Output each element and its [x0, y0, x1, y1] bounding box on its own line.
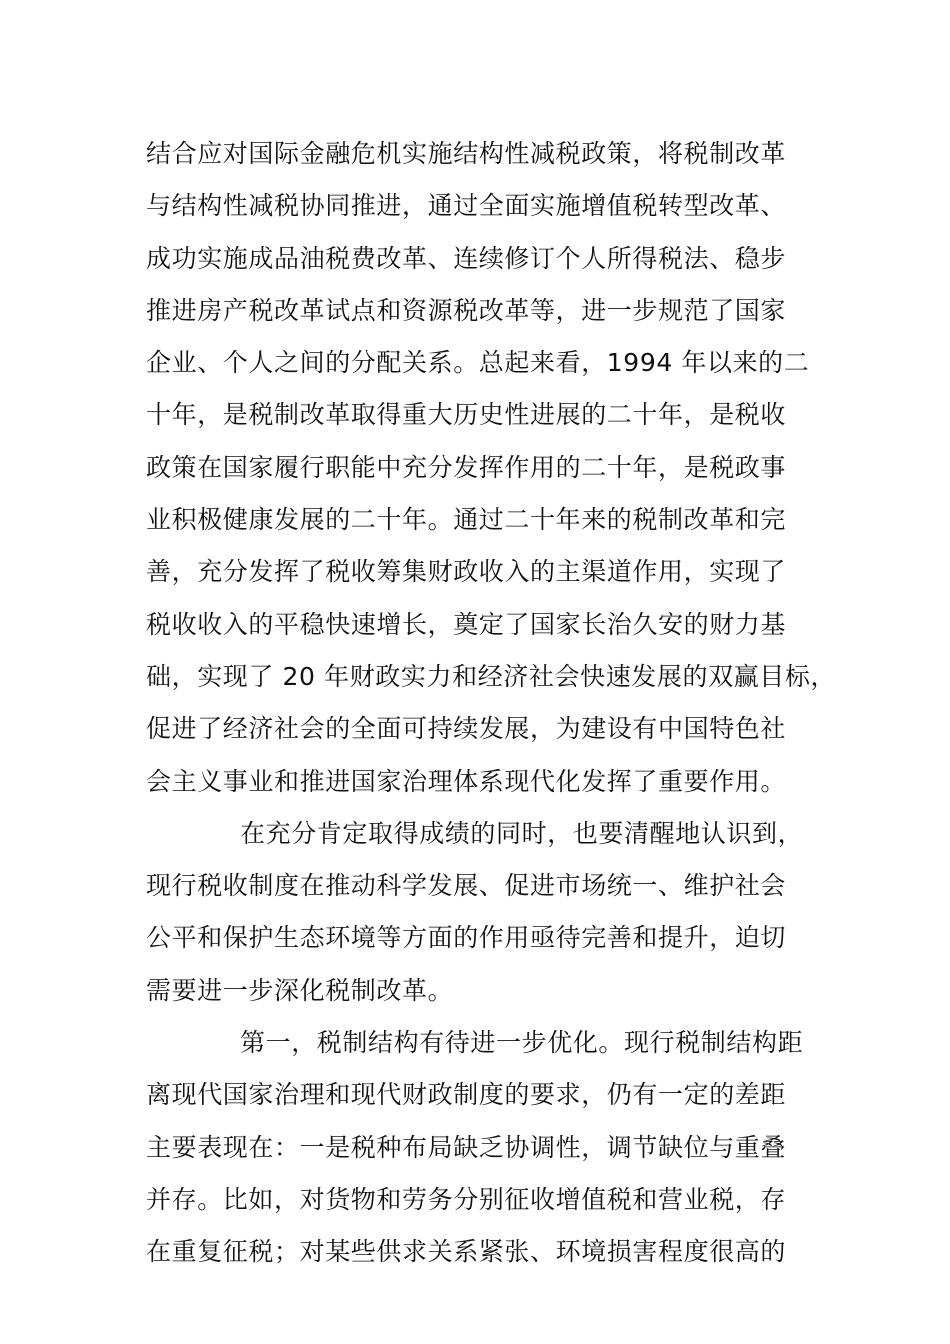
text-line-indented: 在充分肯定取得成绩的同时，也要清醒地认识到，: [240, 818, 804, 848]
text-line: 需要进一步深化税制改革。: [146, 975, 454, 1005]
text-line: 政策在国家履行职能中充分发挥作用的二十年，是税政事: [146, 452, 787, 482]
text-line: 税收收入的平稳快速增长，奠定了国家长治久安的财力基: [146, 609, 787, 639]
paragraph-2: [146, 808, 826, 1017]
text-line: 会主义事业和推进国家治理体系现代化发挥了重要作用。: [146, 766, 787, 796]
text-line: 公平和保护生态环境等方面的作用亟待完善和提升，迫切: [146, 923, 787, 953]
text-line: 并存。比如，对货物和劳务分别征收增值税和营业税，存: [146, 1184, 787, 1214]
paragraph-1: [146, 128, 837, 808]
text-line: 成功实施成品油税费改革、连续修订个人所得税法、稳步: [146, 243, 787, 273]
text-line: 业积极健康发展的二十年。通过二十年来的税制改革和完: [146, 505, 787, 535]
text-line-indented: 第一，税制结构有待进一步优化。现行税制结构距: [240, 1028, 804, 1058]
text-line: 善，充分发挥了税收筹集财政收入的主渠道作用，实现了: [146, 557, 787, 587]
text-line: 企业、个人之间的分配关系。总起来看，1994 年以来的二: [146, 348, 810, 378]
text-line: 与结构性减税协同推进，通过全面实施增值税转型改革、: [146, 191, 787, 221]
text-line: 在重复征税；对某些供求关系紧张、环境损害程度很高的: [146, 1237, 787, 1267]
paragraph-3: [146, 1017, 826, 1278]
text-line: 离现代国家治理和现代财政制度的要求，仍有一定的差距: [146, 1080, 787, 1110]
text-line: 现行税收制度在推动科学发展、促进市场统一、维护社会: [146, 871, 787, 901]
text-line: 结合应对国际金融危机实施结构性减税政策，将税制改革: [146, 139, 787, 168]
text-line: 十年，是税制改革取得重大历史性进展的二十年，是税收: [146, 400, 787, 430]
body-text: [146, 128, 837, 1279]
text-line: 促进了经济社会的全面可持续发展，为建设有中国特色社: [146, 714, 787, 744]
text-line: 础，实现了 20 年财政实力和经济社会快速发展的双赢目标，: [146, 661, 837, 691]
text-line: 推进房产税改革试点和资源税改革等，进一步规范了国家: [146, 295, 787, 325]
text-line: 主要表现在：一是税种布局缺乏协调性，调节缺位与重叠: [146, 1132, 787, 1162]
